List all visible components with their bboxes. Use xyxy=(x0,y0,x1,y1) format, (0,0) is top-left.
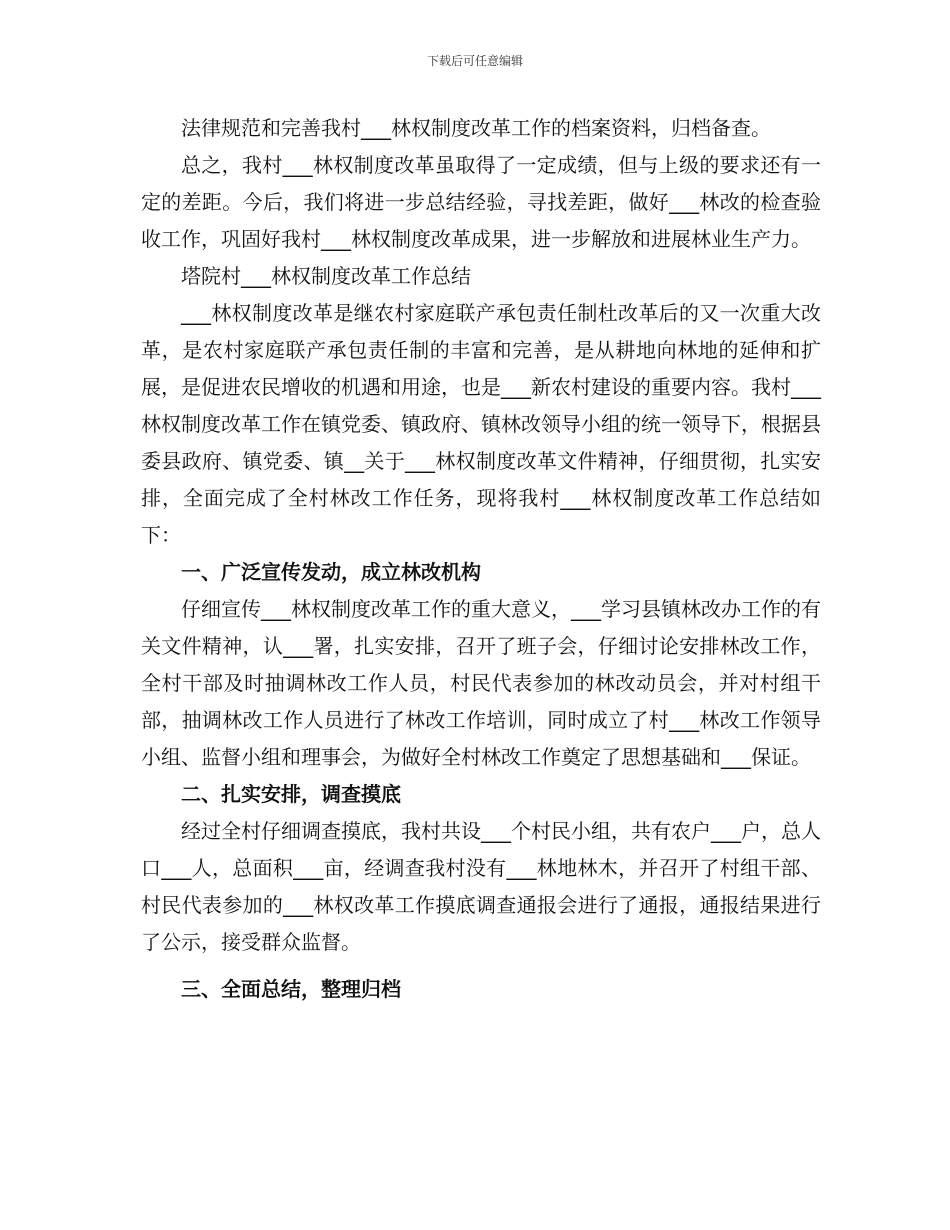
paragraph-archive: 法律规范和完善我村___林权制度改革工作的档案资料，归档备查。 xyxy=(181,116,771,140)
paragraph-intro: ___林权制度改革是继农村家庭联产承包责任制杜改革后的又一次重大改革，是农村家庭联产承包责任制的丰富和完善，是从耕地向林地的延伸和扩展，是促进农民增收的机遇和用途，也是___新农村建设的重要内容。我村___林权制度改革工作在镇党委、镇政府、镇林改领导小组的统一领导下，根据县委县政府、镇党委、镇__关于___林权制度改革文件精神，仔细贯彻，扎实安排，全面完成了全村林改工作任务，现将我村___林权制度改革工作总结如下： xyxy=(141,301,821,547)
section-heading-2: 二、扎实安排，调查摸底 xyxy=(181,782,401,806)
document-body xyxy=(141,110,821,1008)
paragraph-section-2: 经过全村仔细调查摸底，我村共设___个村民小组，共有农户___户，总人口___人，总面积___亩，经调查我村没有___林地林木，并召开了村组干部、村民代表参加的___林权改革工作摸底调查通报会进行了通报，通报结果进行了公示，接受群众监督。 xyxy=(141,819,821,954)
page-header: 下载后可任意编辑 xyxy=(426,54,523,68)
paragraph-summary: 总之，我村___林权制度改革虽取得了一定成绩，但与上级的要求还有一定的差距。今后，我们将进一步总结经验，寻找差距，做好___林改的检查验收工作，巩固好我村___林权制度改革成果，进一步解放和进展林业生产力。 xyxy=(141,153,821,251)
document-subtitle: 塔院村___林权制度改革工作总结 xyxy=(181,264,471,288)
section-heading-3: 三、全面总结，整理归档 xyxy=(181,977,401,1001)
section-heading-1: 一、广泛宣传发动，成立林改机构 xyxy=(181,560,481,584)
paragraph-section-1: 仔细宣传___林权制度改革工作的重大意义，___学习县镇林改办工作的有关文件精神，认___署，扎实安排，召开了班子会，仔细讨论安排林改工作，全村干部及时抽调林改工作人员，村民代表参加的林改动员会，并对村组干部，抽调林改工作人员进行了林改工作培训，同时成立了村___林改工作领导小组、监督小组和理事会，为做好全村林改工作奠定了思想基础和___保证。 xyxy=(141,597,821,769)
